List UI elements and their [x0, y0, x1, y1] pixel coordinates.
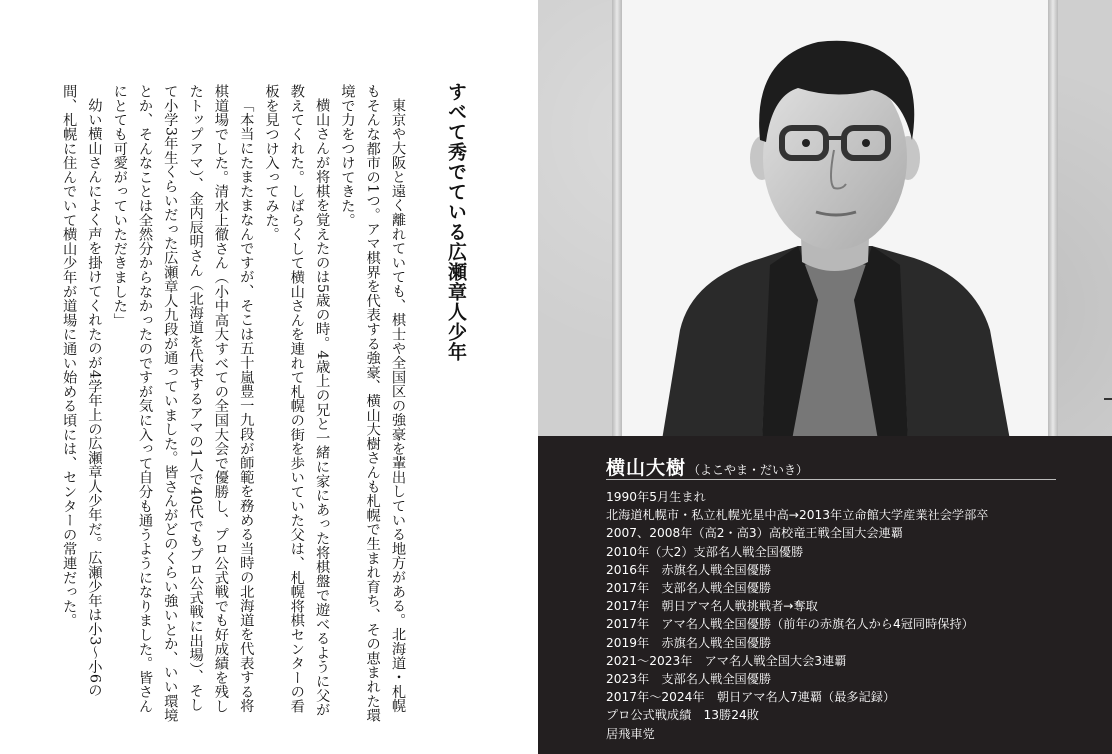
article-paragraph: 横山さんが将棋を覚えたのは5歳の時。4歳上の兄と一緒に家にあった将棋盤で遊べるように父が教えてくれた。しばらくして横山さんを連れて札幌の街を歩いていた父は、札幌将棋センターの看板を見つけ入ってみた。	[263, 84, 331, 718]
profile-name-reading: （よこやま・だいき）	[688, 463, 809, 477]
article-paragraph: 幼い横山さんによく声を掛けてくれたのが4学年上の広瀬章人少年だ。広瀬少年は小3～小6の間、札幌に住んでいて横山少年が道場に通い始める頃には、センターの常連だった。	[61, 84, 103, 698]
career-item: 2017年 支部名人戦全国優勝	[606, 581, 772, 596]
career-item: 2007、2008年（高2・高3）高校竜王戦全国大会連覇	[606, 526, 903, 541]
career-list	[606, 488, 988, 743]
career-item: 2021～2023年 アマ名人戦全国大会3連覇	[606, 653, 847, 668]
career-item: 2023年 支部名人戦全国優勝	[606, 672, 772, 687]
page-edge-mark	[1104, 398, 1112, 400]
portrait-photo	[622, 0, 1048, 440]
frame-left-border	[612, 0, 622, 440]
article-paragraph: 「本当にたまたまなんですが、そこは五十嵐豊一九段が師範を務める当時の北海道を代表する将棋道場でした。清水上徹さん（小中高大すべての全国大会で優勝し、プロ公式戦でも好成績を残したトップアマ）、金内辰明さん（北海道を代表するアマの1人で40代でもプロ公式戦に出場）、そして小学3年生くらいだった広瀬章人九段が通っていました。皆さんがどのくらい強いとか、いい環境とか、そんなことは全然分からなかったのですが気に入って自分も通うようになりました。皆さんにとても可愛がっていただきました」	[111, 84, 255, 723]
career-item: 北海道札幌市・私立札幌光星中高→2013年立命館大学産業社会学部卒	[606, 508, 989, 523]
photo-panel	[538, 0, 1112, 440]
career-item: 2010年（大2）支部名人戦全国優勝	[606, 544, 804, 559]
career-item: 2017年～2024年 朝日アマ名人7連覇（最多記録）	[606, 690, 896, 705]
career-item: 2019年 赤旗名人戦全国優勝	[606, 635, 772, 650]
article-heading: すべて秀でている広瀬章人少年	[445, 82, 467, 362]
article-paragraph: 東京や大阪と遠く離れていても、棋士や全国区の強豪を輩出している地方がある。北海道・札幌もそんな都市の1つ。アマ棋界を代表する強豪、横山大樹さんも札幌で生まれ育ち、その恵まれた環境で力をつけてきた。	[339, 84, 406, 723]
article-body	[30, 84, 410, 724]
profile-name: 横山大樹	[606, 457, 687, 479]
career-item: 1990年5月生まれ	[606, 490, 706, 504]
profile-box	[538, 436, 1112, 754]
portrait-illustration	[622, 0, 1048, 440]
career-item: 2017年 朝日アマ名人戦挑戦者→奪取	[606, 599, 818, 614]
career-item: 居飛車党	[606, 726, 655, 741]
career-item: 2016年 赤旗名人戦全国優勝	[606, 562, 772, 577]
profile-name-row	[606, 453, 1056, 480]
career-item: 2017年 アマ名人戦全国優勝（前年の赤旗名人から4冠同時保持）	[606, 617, 974, 632]
article-page	[0, 0, 538, 754]
frame-right-border	[1048, 0, 1058, 440]
career-item: プロ公式戦成績 13勝24敗	[606, 708, 759, 723]
